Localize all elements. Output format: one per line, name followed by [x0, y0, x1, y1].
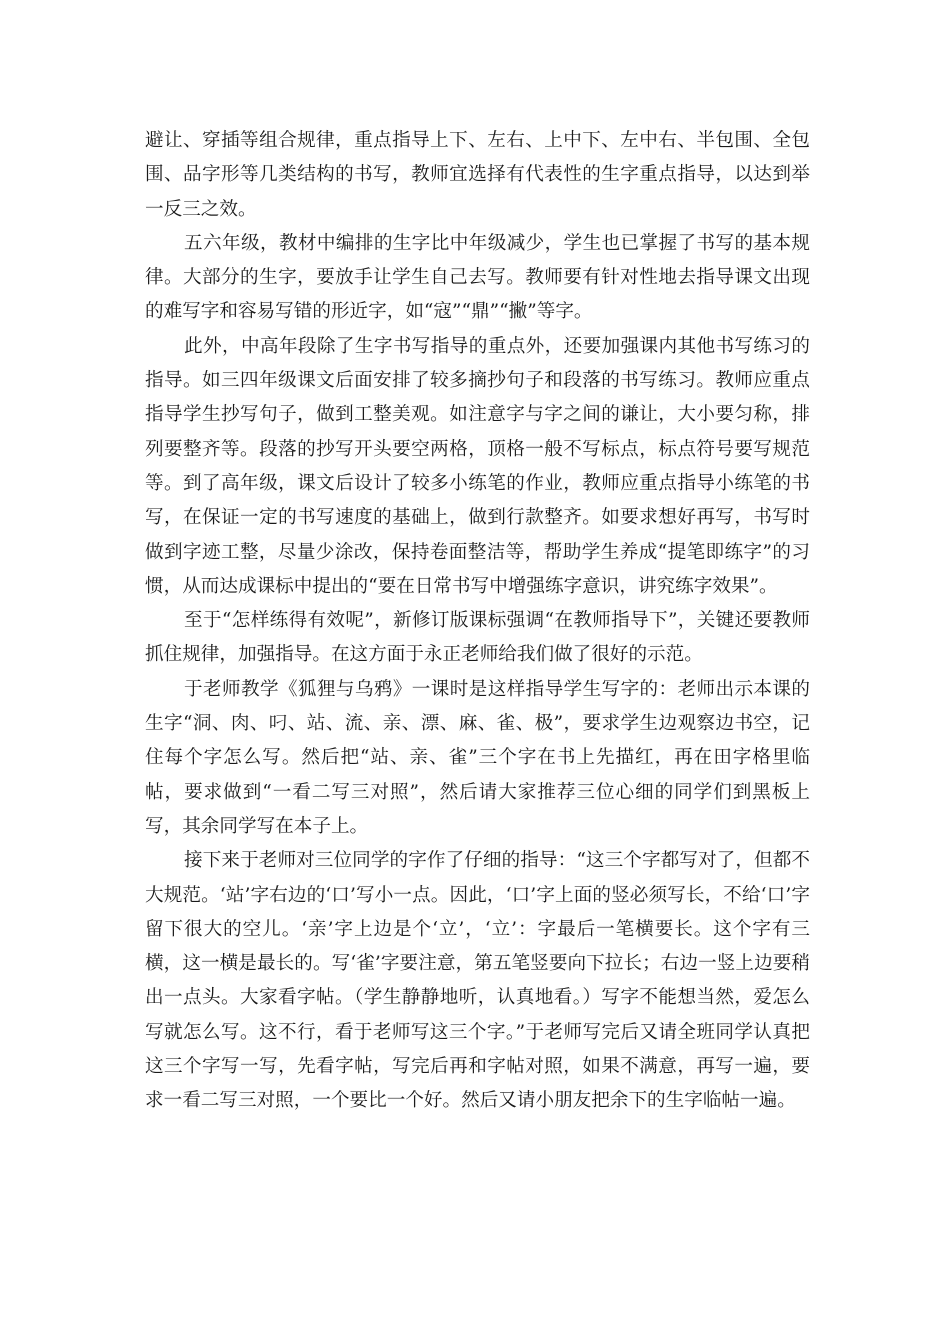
- paragraph-teacher-example: 于老师教学《狐狸与乌鸦》一课时是这样指导学生写字的：老师出示本课的生字“洞、肉、叼、站、流、亲、漂、麻、雀、极”，要求学生边观察边书空，记住每个字怎么写。然后把“站、亲、雀”三个字在书上先描红，再在田字格里临帖，要求做到“一看二写三对照”，然后请大家推荐三位心细的同学们到黑板上写，其余同学写在本子上。: [145, 678, 810, 837]
- paragraph-detailed-guidance: 接下来于老师对三位同学的字作了仔细的指导：“这三个字都写对了，但都不大规范。‘站’字右边的‘口’写小一点。因此，‘口’字上面的竖必须写长，不给‘口’字留下很大的空儿。‘亲’字上边是个‘立’，‘立’：字最后一笔横要长。这个字有三横，这一横是最长的。写‘雀’字要注意，第五笔竖要向下拉长；右边一竖上边要稍出一点头。大家看字帖。（学生静静地听，认真地看。）写字不能想当然，爱怎么写就怎么写。这不行，看于老师写这三个字。”于老师写完后又请全班同学认真把这三个字写一写，先看字帖，写完后再和字帖对照，如果不满意，再写一遍，要求一看二写三对照，一个要比一个好。然后又请小朋友把余下的生字临帖一遍。: [145, 850, 810, 1112]
- paragraph-effective-practice: 至于“怎样练得有效呢”，新修订版课标强调“在教师指导下”，关键还要教师抓住规律，加强指导。在这方面于永正老师给我们做了很好的示范。: [145, 610, 810, 666]
- paragraph-other-writing-practice: 此外，中高年段除了生字书写指导的重点外，还要加强课内其他书写练习的指导。如三四年级课文后面安排了较多摘抄句子和段落的书写练习。教师应重点指导学生抄写句子，做到工整美观。如注意字与字之间的谦让，大小要匀称，排列要整齐等。段落的抄写开头要空两格，顶格一般不写标点，标点符号要写规范等。到了高年级，课文后设计了较多小练笔的作业，教师应重点指导小练笔的书写，在保证一定的书写速度的基础上，做到行款整齐。如要求想好再写，书写时做到字迹工整，尽量少涂改，保持卷面整洁等，帮助学生养成“提笔即练字”的习惯，从而达成课标中提出的“要在日常书写中增强练字意识，讲究练字效果”。: [145, 335, 810, 597]
- paragraph-continued: 避让、穿插等组合规律，重点指导上下、左右、上中下、左中右、半包围、全包围、品字形等几类结构的书写，教师宜选择有代表性的生字重点指导，以达到举一反三之效。: [145, 130, 810, 220]
- paragraph-grade-five-six: 五六年级，教材中编排的生字比中年级减少，学生也已掌握了书写的基本规律。大部分的生字，要放手让学生自己去写。教师要有针对性地去指导课文出现的难写字和容易写错的形近字，如“寇”“鼎”“撇”等字。: [145, 232, 810, 323]
- body-text: [145, 124, 810, 1119]
